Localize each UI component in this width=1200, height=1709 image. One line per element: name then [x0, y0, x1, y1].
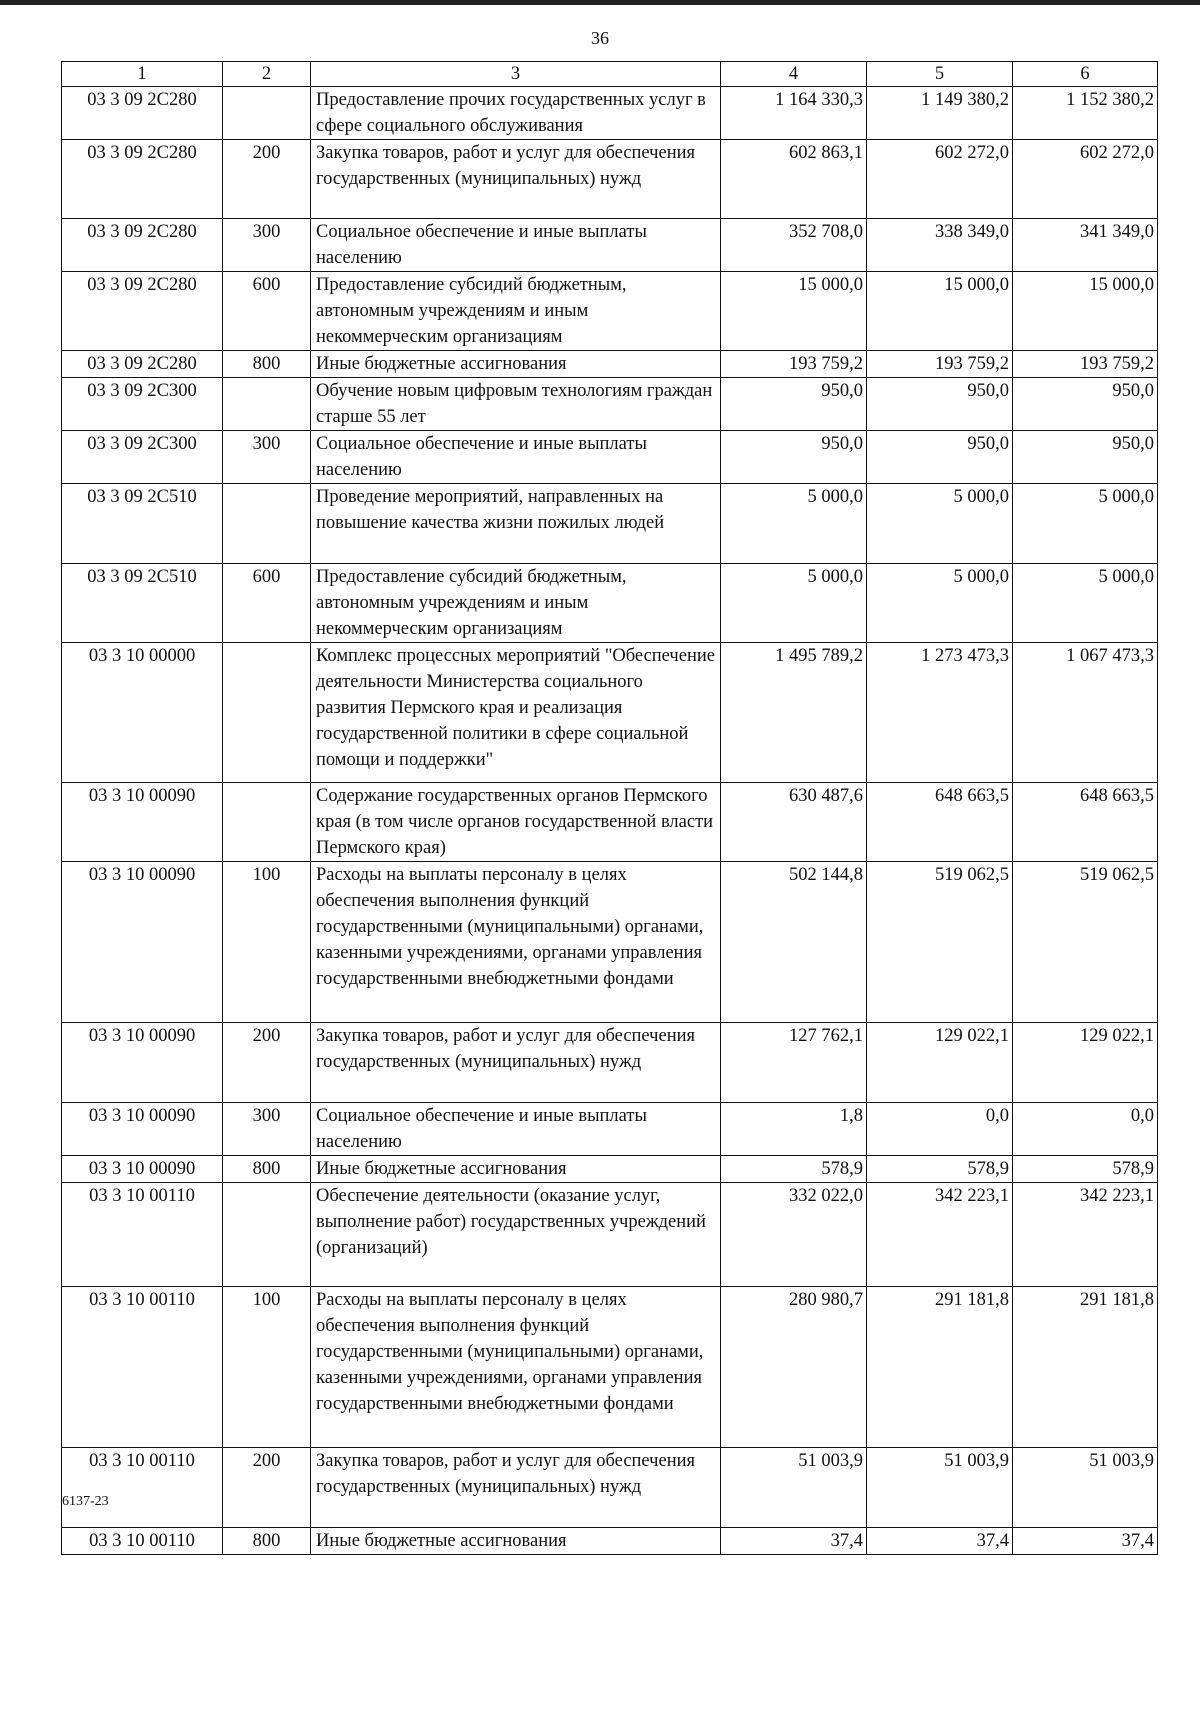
row-value-col6: 51 003,9 — [1013, 1448, 1158, 1528]
row-expense-type: 300 — [223, 219, 311, 272]
table-row — [62, 351, 1158, 378]
row-value-col6: 129 022,1 — [1013, 1023, 1158, 1103]
row-value-col6: 37,4 — [1013, 1528, 1158, 1555]
row-code: 03 3 09 2С280 — [62, 140, 223, 219]
row-value-col4: 1 495 789,2 — [721, 643, 867, 783]
row-code: 03 3 09 2С510 — [62, 484, 223, 564]
document-code: 6137-23 — [62, 1494, 109, 1509]
table-row — [62, 862, 1158, 1023]
row-expense-type — [223, 87, 311, 140]
row-description: Проведение мероприятий, направленных на повышение качества жизни пожилых людей — [311, 484, 721, 564]
row-value-col5: 5 000,0 — [867, 564, 1013, 643]
row-value-col4: 37,4 — [721, 1528, 867, 1555]
row-value-col5: 1 273 473,3 — [867, 643, 1013, 783]
row-expense-type: 200 — [223, 1023, 311, 1103]
row-description: Обучение новым цифровым технологиям граждан старше 55 лет — [311, 378, 721, 431]
page-number: 36 — [591, 28, 609, 48]
row-expense-type: 600 — [223, 272, 311, 351]
column-header: 5 — [867, 62, 1013, 87]
table-row — [62, 643, 1158, 783]
row-value-col4: 602 863,1 — [721, 140, 867, 219]
column-header: 1 — [62, 62, 223, 87]
row-value-col6: 5 000,0 — [1013, 564, 1158, 643]
row-code: 03 3 10 00110 — [62, 1448, 223, 1528]
row-expense-type: 800 — [223, 1156, 311, 1183]
row-value-col4: 5 000,0 — [721, 484, 867, 564]
row-code: 03 3 09 2С300 — [62, 378, 223, 431]
table-row — [62, 431, 1158, 484]
row-code: 03 3 10 00090 — [62, 783, 223, 862]
row-code: 03 3 09 2С300 — [62, 431, 223, 484]
row-description: Предоставление субсидий бюджетным, автономным учреждениям и иным некоммерческим организациям — [311, 564, 721, 643]
table-row — [62, 378, 1158, 431]
row-code: 03 3 10 00110 — [62, 1528, 223, 1555]
table-row — [62, 140, 1158, 219]
row-expense-type: 200 — [223, 140, 311, 219]
row-value-col5: 1 149 380,2 — [867, 87, 1013, 140]
row-expense-type — [223, 1183, 311, 1287]
table-row — [62, 272, 1158, 351]
table-row — [62, 1156, 1158, 1183]
row-expense-type: 800 — [223, 1528, 311, 1555]
row-value-col4: 280 980,7 — [721, 1287, 867, 1448]
table-row — [62, 783, 1158, 862]
table-row — [62, 1287, 1158, 1448]
row-description: Содержание государственных органов Пермского края (в том числе органов государственной власти Пермского края) — [311, 783, 721, 862]
row-value-col6: 1 152 380,2 — [1013, 87, 1158, 140]
row-value-col6: 648 663,5 — [1013, 783, 1158, 862]
row-description: Закупка товаров, работ и услуг для обеспечения государственных (муниципальных) нужд — [311, 1448, 721, 1528]
table-row — [62, 1448, 1158, 1528]
row-value-col6: 602 272,0 — [1013, 140, 1158, 219]
top-border-line — [0, 0, 1200, 5]
row-value-col4: 1 164 330,3 — [721, 87, 867, 140]
row-value-col5: 129 022,1 — [867, 1023, 1013, 1103]
row-expense-type: 300 — [223, 1103, 311, 1156]
row-description: Социальное обеспечение и иные выплаты населению — [311, 431, 721, 484]
row-description: Обеспечение деятельности (оказание услуг, выполнение работ) государственных учреждений (организаций) — [311, 1183, 721, 1287]
row-description: Закупка товаров, работ и услуг для обеспечения государственных (муниципальных) нужд — [311, 140, 721, 219]
row-description: Закупка товаров, работ и услуг для обеспечения государственных (муниципальных) нужд — [311, 1023, 721, 1103]
row-value-col5: 950,0 — [867, 378, 1013, 431]
row-expense-type — [223, 643, 311, 783]
row-value-col5: 51 003,9 — [867, 1448, 1013, 1528]
row-value-col5: 578,9 — [867, 1156, 1013, 1183]
row-value-col4: 352 708,0 — [721, 219, 867, 272]
row-value-col5: 193 759,2 — [867, 351, 1013, 378]
row-description: Предоставление прочих государственных услуг в сфере социального обслуживания — [311, 87, 721, 140]
row-value-col4: 5 000,0 — [721, 564, 867, 643]
row-value-col5: 950,0 — [867, 431, 1013, 484]
row-value-col4: 127 762,1 — [721, 1023, 867, 1103]
row-value-col6: 578,9 — [1013, 1156, 1158, 1183]
table-row — [62, 1183, 1158, 1287]
budget-table — [61, 61, 1158, 1555]
row-code: 03 3 10 00090 — [62, 1156, 223, 1183]
row-value-col5: 5 000,0 — [867, 484, 1013, 564]
row-code: 03 3 10 00090 — [62, 1103, 223, 1156]
row-expense-type — [223, 783, 311, 862]
row-expense-type: 200 — [223, 1448, 311, 1528]
row-expense-type — [223, 378, 311, 431]
row-description: Социальное обеспечение и иные выплаты населению — [311, 1103, 721, 1156]
row-description: Комплекс процессных мероприятий "Обеспечение деятельности Министерства социального развития Пермского края и реализация государственной политики в сфере социальной помощи и поддержки" — [311, 643, 721, 783]
row-description: Расходы на выплаты персоналу в целях обеспечения выполнения функций государственными (муниципальными) органами, казенными учреждениями, органами управления государственными внебюджетными фондами — [311, 1287, 721, 1448]
row-description: Социальное обеспечение и иные выплаты населению — [311, 219, 721, 272]
column-header: 2 — [223, 62, 311, 87]
table-header-row — [62, 62, 1158, 87]
row-value-col6: 342 223,1 — [1013, 1183, 1158, 1287]
row-value-col5: 648 663,5 — [867, 783, 1013, 862]
row-value-col6: 341 349,0 — [1013, 219, 1158, 272]
row-expense-type: 300 — [223, 431, 311, 484]
row-code: 03 3 10 00110 — [62, 1183, 223, 1287]
row-value-col6: 291 181,8 — [1013, 1287, 1158, 1448]
row-code: 03 3 09 2С280 — [62, 272, 223, 351]
row-description: Иные бюджетные ассигнования — [311, 351, 721, 378]
row-value-col5: 37,4 — [867, 1528, 1013, 1555]
row-code: 03 3 09 2С280 — [62, 87, 223, 140]
table-row — [62, 1023, 1158, 1103]
table-row — [62, 564, 1158, 643]
row-code: 03 3 09 2С510 — [62, 564, 223, 643]
row-code: 03 3 10 00090 — [62, 862, 223, 1023]
row-value-col5: 0,0 — [867, 1103, 1013, 1156]
table-row — [62, 219, 1158, 272]
row-expense-type: 100 — [223, 862, 311, 1023]
row-description: Иные бюджетные ассигнования — [311, 1156, 721, 1183]
row-expense-type: 600 — [223, 564, 311, 643]
row-value-col4: 15 000,0 — [721, 272, 867, 351]
row-value-col6: 519 062,5 — [1013, 862, 1158, 1023]
row-description: Иные бюджетные ассигнования — [311, 1528, 721, 1555]
row-value-col5: 15 000,0 — [867, 272, 1013, 351]
row-value-col6: 950,0 — [1013, 378, 1158, 431]
row-code: 03 3 10 00090 — [62, 1023, 223, 1103]
row-value-col5: 519 062,5 — [867, 862, 1013, 1023]
table-row — [62, 1103, 1158, 1156]
row-value-col4: 630 487,6 — [721, 783, 867, 862]
row-value-col5: 602 272,0 — [867, 140, 1013, 219]
row-value-col6: 15 000,0 — [1013, 272, 1158, 351]
row-description: Расходы на выплаты персоналу в целях обеспечения выполнения функций государственными (муниципальными) органами, казенными учреждениями, органами управления государственными внебюджетными фондами — [311, 862, 721, 1023]
table-row — [62, 1528, 1158, 1555]
row-expense-type: 800 — [223, 351, 311, 378]
row-value-col6: 950,0 — [1013, 431, 1158, 484]
row-description: Предоставление субсидий бюджетным, автономным учреждениям и иным некоммерческим организациям — [311, 272, 721, 351]
row-value-col4: 1,8 — [721, 1103, 867, 1156]
table-row — [62, 87, 1158, 140]
row-code: 03 3 09 2С280 — [62, 351, 223, 378]
row-value-col4: 950,0 — [721, 431, 867, 484]
row-code: 03 3 09 2С280 — [62, 219, 223, 272]
row-value-col4: 51 003,9 — [721, 1448, 867, 1528]
row-expense-type — [223, 484, 311, 564]
row-value-col4: 502 144,8 — [721, 862, 867, 1023]
row-expense-type: 100 — [223, 1287, 311, 1448]
row-value-col5: 291 181,8 — [867, 1287, 1013, 1448]
column-header: 6 — [1013, 62, 1158, 87]
column-header: 3 — [311, 62, 721, 87]
row-value-col4: 193 759,2 — [721, 351, 867, 378]
row-value-col5: 342 223,1 — [867, 1183, 1013, 1287]
row-value-col6: 193 759,2 — [1013, 351, 1158, 378]
row-code: 03 3 10 00000 — [62, 643, 223, 783]
row-value-col6: 1 067 473,3 — [1013, 643, 1158, 783]
row-code: 03 3 10 00110 — [62, 1287, 223, 1448]
row-value-col4: 578,9 — [721, 1156, 867, 1183]
row-value-col5: 338 349,0 — [867, 219, 1013, 272]
table-row — [62, 484, 1158, 564]
column-header: 4 — [721, 62, 867, 87]
row-value-col4: 950,0 — [721, 378, 867, 431]
row-value-col4: 332 022,0 — [721, 1183, 867, 1287]
row-value-col6: 5 000,0 — [1013, 484, 1158, 564]
row-value-col6: 0,0 — [1013, 1103, 1158, 1156]
